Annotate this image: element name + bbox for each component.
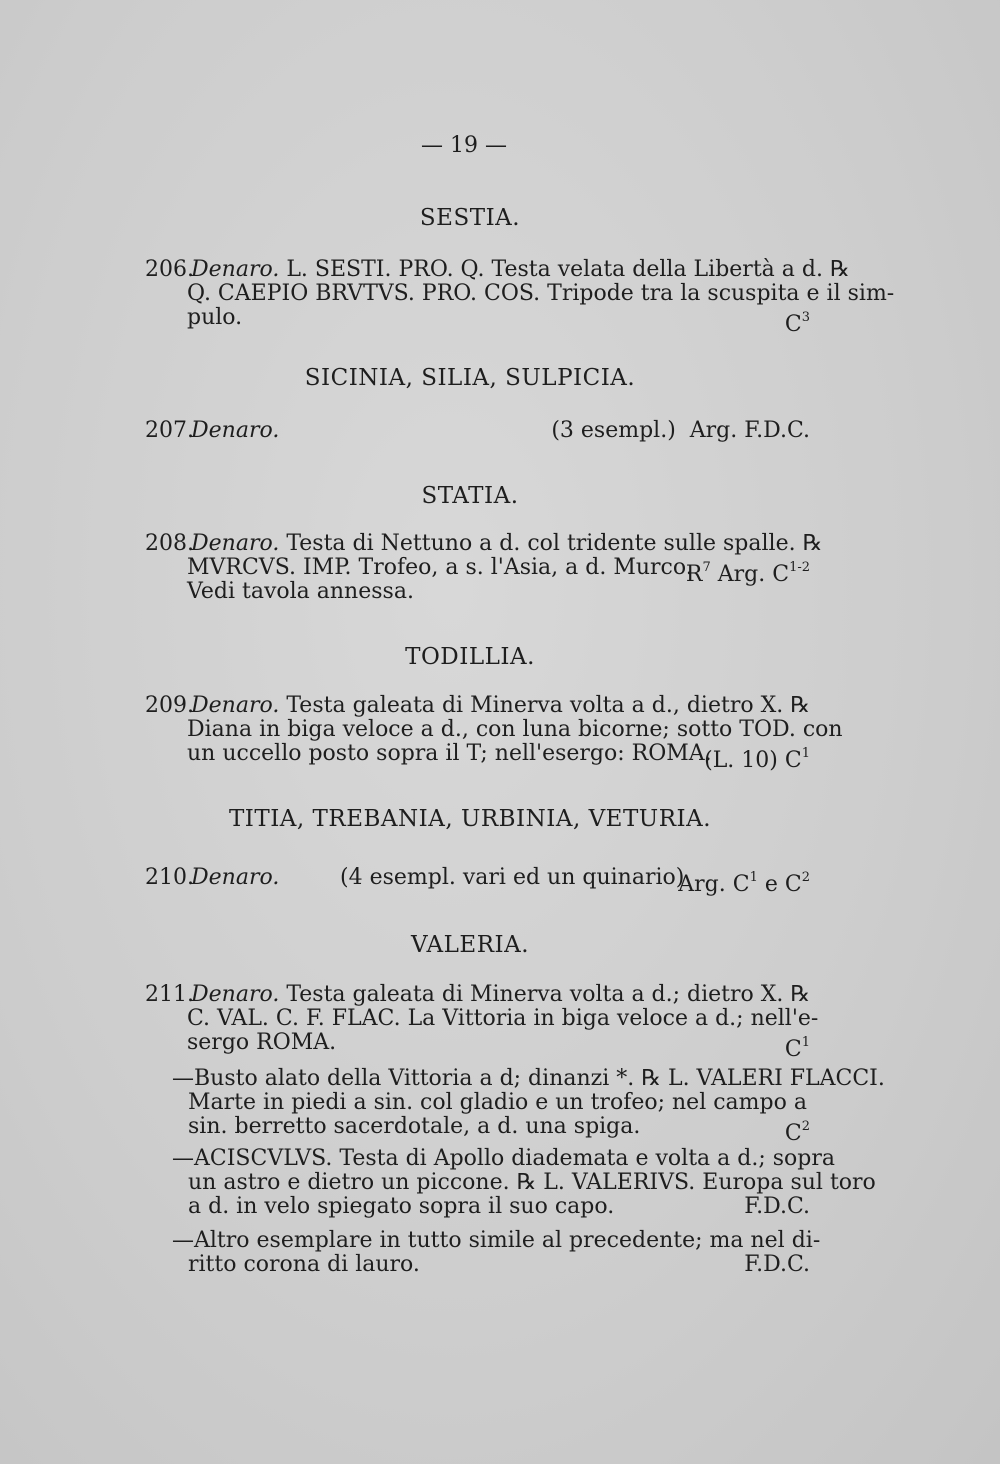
rating-letter: C	[732, 872, 750, 897]
rating-sup: 3	[801, 310, 810, 325]
entry-209-details	[704, 742, 810, 773]
rating: F.D.C.	[744, 1194, 810, 1219]
section-heading-valeria: VALERIA.	[410, 932, 530, 958]
entry-text: Testa di Nettuno a d. col tridente sulle spalle. ℞	[286, 531, 823, 556]
variant-text: ACISCVLVS. Testa di Apollo diademata e volta a d.; sopra	[194, 1146, 836, 1171]
entry-207-line-1	[145, 419, 810, 443]
metal: Arg.	[689, 418, 738, 443]
rating	[785, 306, 810, 337]
entry-209-line-2: Diana in biga veloce a d., con luna bicorne; sotto TOD. con	[187, 717, 843, 742]
rating-sup: 1-2	[789, 560, 810, 575]
entry-210-line-1	[145, 865, 810, 897]
rating-letter: C	[784, 1037, 802, 1062]
rating-sup: 2	[801, 1119, 810, 1134]
entry-211-line-1	[145, 983, 810, 1007]
rarity: R	[685, 562, 703, 587]
rating: F.D.C.	[744, 418, 810, 443]
entry-210	[145, 865, 810, 897]
entry-208-line-1	[145, 531, 823, 556]
entry-206-line-3	[145, 305, 810, 337]
entry-text: Testa galeata di Minerva volta a d.; dietro X. ℞	[286, 982, 811, 1007]
rarity-sup: 7	[702, 560, 711, 575]
entry-number: 211.	[145, 982, 194, 1007]
entry-text: Testa galeata di Minerva volta a d., dietro X. ℞	[286, 693, 810, 718]
entry-209	[145, 693, 843, 773]
variant-3	[172, 1228, 821, 1277]
dash: —	[172, 1228, 194, 1253]
entry-number: 209.	[145, 693, 194, 718]
variant-text: Busto alato della Vittoria a d; dinanzi *. ℞ L. VALERI FLACCI.	[194, 1066, 885, 1091]
variant-1	[172, 1066, 885, 1146]
entry-211-line-3	[145, 1030, 810, 1062]
metal: Arg.	[678, 872, 726, 897]
section-heading-todillia: TODILLIA.	[405, 644, 535, 670]
variant-text: sin. berretto sacerdotale, a d. una spiga.	[188, 1114, 641, 1139]
entry-211	[145, 982, 819, 1062]
entry-number: 210.	[145, 865, 194, 890]
note: (4 esempl. vari ed un quinario)	[340, 865, 685, 890]
entry-207	[145, 419, 810, 443]
rating2-letter: C	[784, 872, 802, 897]
variant-2-line-2: un astro e dietro un piccone. ℞ L. VALERIVS. Europa sul toro	[188, 1170, 876, 1195]
variant-text: a d. in velo spiegato sopra il suo capo.	[188, 1194, 615, 1219]
rating-letter: C	[784, 748, 802, 773]
rating	[785, 1031, 810, 1062]
variant-1-line-3	[172, 1114, 810, 1146]
entry-number: 207.	[145, 418, 194, 443]
page-number: — 19 —	[421, 133, 507, 158]
rating: F.D.C.	[744, 1252, 810, 1277]
rating-letter: C	[784, 1121, 802, 1146]
rating-sup: 1	[801, 746, 810, 761]
coin-type: Denaro.	[191, 982, 280, 1007]
entry-text: un uccello posto sopra il T; nell'esergo: ROMA.	[187, 741, 712, 766]
rating-letter: C	[772, 562, 790, 587]
variant-2	[172, 1146, 876, 1219]
rating-sup: 1	[801, 1035, 810, 1050]
coin-type: Denaro.	[191, 257, 280, 282]
metal: Arg.	[717, 562, 766, 587]
entry-text: MVRCVS. IMP. Trofeo, a s. l'Asia, a d. Murco.	[187, 555, 693, 580]
rating2-sup: 2	[801, 870, 810, 885]
variant-1-line-1	[172, 1066, 885, 1091]
entry-206-line-2: Q. CAEPIO BRVTVS. PRO. COS. Tripode tra la scuspita e il sim-	[187, 281, 895, 306]
entry-207-details	[551, 419, 810, 443]
dash: —	[172, 1066, 194, 1091]
section-heading-statia: STATIA.	[421, 483, 519, 509]
variant-text: Altro esemplare in tutto simile al precedente; ma nel di-	[194, 1228, 821, 1253]
entry-text: L. SESTI. PRO. Q. Testa velata della Libertà a d. ℞	[286, 257, 850, 282]
entry-209-line-3	[145, 741, 810, 773]
rating-letter: C	[784, 312, 802, 337]
coin-type: Denaro.	[191, 865, 280, 890]
section-heading-titia: TITIA, TREBANIA, URBINIA, VETURIA.	[228, 806, 712, 832]
dash: —	[172, 1146, 194, 1171]
variant-text: ritto corona di lauro.	[188, 1252, 420, 1277]
note: (3 esempl.)	[551, 418, 676, 443]
section-heading-sicinia: SICINIA, SILIA, SULPICIA.	[304, 365, 636, 391]
entry-number: 206.	[145, 257, 194, 282]
entry-209-line-1	[145, 694, 810, 718]
entry-number: 208.	[145, 531, 194, 556]
entry-208-line-2	[145, 555, 810, 587]
section-heading-sestia: SESTIA.	[419, 205, 521, 231]
entry-text: sergo ROMA.	[187, 1030, 337, 1055]
entry-208	[145, 531, 823, 604]
coin-type: Denaro.	[191, 693, 280, 718]
note: (L. 10)	[704, 748, 778, 773]
variant-3-line-2	[172, 1253, 810, 1277]
entry-211-line-2: C. VAL. C. F. FLAC. La Vittoria in biga veloce a d.; nell'e-	[187, 1006, 819, 1031]
rating-sup: 1	[749, 870, 758, 885]
rating	[785, 1115, 810, 1146]
variant-1-line-2: Marte in piedi a sin. col gladio e un trofeo; nel campo a	[188, 1090, 807, 1115]
entry-208-line-3: Vedi tavola annessa.	[187, 579, 414, 604]
entry-206-line-1	[145, 257, 850, 282]
variant-2-line-3	[172, 1195, 810, 1219]
coin-type: Denaro.	[191, 531, 280, 556]
entry-206	[145, 257, 895, 337]
variant-2-line-1	[172, 1146, 836, 1171]
rating-join: e	[764, 872, 778, 897]
entry-text: pulo.	[187, 305, 243, 330]
coin-type: Denaro.	[191, 418, 280, 443]
variant-3-line-1	[172, 1228, 821, 1253]
entry-210-details	[678, 866, 810, 897]
